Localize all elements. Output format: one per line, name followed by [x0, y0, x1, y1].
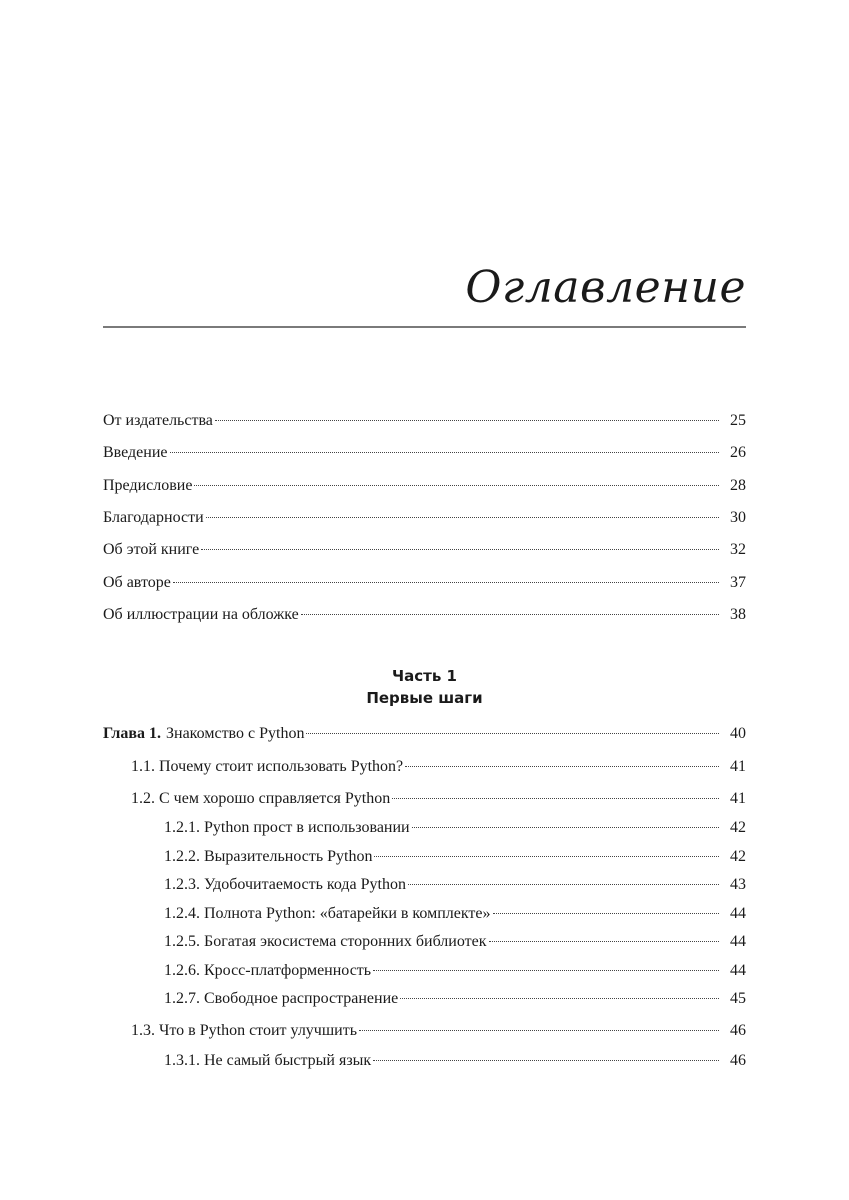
toc-subsection-entry[interactable] — [164, 819, 746, 843]
toc-entry-page: 32 — [730, 541, 746, 558]
chapter-prefix: Глава 1. — [103, 725, 161, 742]
toc-entry-page: 46 — [730, 1052, 746, 1069]
toc-entry-title: 1.2.5. Богатая экосистема сторонних библиотек — [164, 933, 487, 950]
toc-subsection-entry[interactable] — [164, 990, 746, 1014]
toc-subsection-entry[interactable] — [164, 933, 746, 957]
dot-leader — [412, 827, 719, 828]
toc-entry-page: 44 — [730, 962, 746, 979]
dot-leader — [206, 517, 719, 518]
toc-entry-title: Благодарности — [103, 509, 204, 526]
dot-leader — [201, 549, 719, 550]
dot-leader — [493, 913, 719, 914]
toc-entry-title: 1.2.1. Python прост в использовании — [164, 819, 410, 836]
toc-section-entry[interactable] — [131, 1022, 746, 1046]
toc-subsection-entry[interactable] — [164, 848, 746, 872]
toc-entry-title: 1.2.4. Полнота Python: «батарейки в комплекте» — [164, 905, 491, 922]
toc-entry-title: Об авторе — [103, 574, 171, 591]
toc-entry-page: 42 — [730, 848, 746, 865]
toc-entry-title: Знакомство с Python — [166, 725, 305, 742]
toc-section-entry[interactable] — [131, 758, 746, 782]
toc-entry-title: Об иллюстрации на обложке — [103, 606, 299, 623]
toc-entry-page: 26 — [730, 444, 746, 461]
dot-leader — [194, 485, 719, 486]
dot-leader — [400, 998, 719, 999]
toc-subsection-entry[interactable] — [164, 905, 746, 929]
toc-chapter-entry[interactable] — [103, 725, 746, 749]
dot-leader — [170, 452, 720, 453]
toc-entry[interactable] — [103, 412, 746, 436]
toc-entry-page: 42 — [730, 819, 746, 836]
toc-entry-page: 41 — [730, 790, 746, 807]
toc-entry-title: 1.3.1. Не самый быстрый язык — [164, 1052, 372, 1069]
dot-leader — [301, 614, 719, 615]
toc-entry-page: 38 — [730, 606, 746, 623]
dot-leader — [173, 582, 719, 583]
part-number: Часть 1 — [392, 667, 457, 685]
toc-entry-title: 1.2.2. Выразительность Python — [164, 848, 373, 865]
toc-entry[interactable] — [103, 477, 746, 501]
dot-leader — [374, 856, 719, 857]
toc-entry-title: Введение — [103, 444, 168, 461]
toc-entry-title: Предисловие — [103, 477, 193, 494]
toc-entry-title: 1.1. Почему стоит использовать Python? — [131, 758, 404, 775]
dot-leader — [489, 941, 719, 942]
toc-entry-title: 1.2.3. Удобочитаемость кода Python — [164, 876, 406, 893]
title-divider — [103, 326, 746, 328]
toc-entry-page: 43 — [730, 876, 746, 893]
toc-entry[interactable] — [103, 541, 746, 565]
toc-entry[interactable] — [103, 574, 746, 598]
toc-section-entry[interactable] — [131, 790, 746, 814]
toc-entry-title: Об этой книге — [103, 541, 200, 558]
toc-entry-page: 25 — [730, 412, 746, 429]
toc-subsection-entry[interactable] — [164, 876, 746, 900]
part-title: Первые шаги — [366, 689, 483, 707]
toc-subsection-entry[interactable] — [164, 1052, 746, 1076]
dot-leader — [373, 1060, 719, 1061]
toc-entry-page: 30 — [730, 509, 746, 526]
toc-entry[interactable] — [103, 444, 746, 468]
dot-leader — [405, 766, 719, 767]
toc-entry-title: 1.2.6. Кросс-платформенность — [164, 962, 372, 979]
toc-entry-page: 37 — [730, 574, 746, 591]
dot-leader — [408, 884, 719, 885]
toc-entry[interactable] — [103, 606, 746, 630]
toc-entry-page: 44 — [730, 905, 746, 922]
dot-leader — [392, 798, 719, 799]
toc-entry-page: 41 — [730, 758, 746, 775]
toc-entry-page: 40 — [730, 725, 746, 742]
toc-entry[interactable] — [103, 509, 746, 533]
toc-entry-title: 1.2.7. Свободное распространение — [164, 990, 399, 1007]
toc-subsection-entry[interactable] — [164, 962, 746, 986]
page-title: Оглавление — [465, 262, 746, 313]
toc-entry-page: 44 — [730, 933, 746, 950]
toc-entry-title: 1.3. Что в Python стоит улучшить — [131, 1022, 358, 1039]
toc-entry-page: 28 — [730, 477, 746, 494]
dot-leader — [306, 733, 719, 734]
dot-leader — [215, 420, 719, 421]
dot-leader — [373, 970, 719, 971]
toc-entry-page: 46 — [730, 1022, 746, 1039]
toc-entry-title: 1.2. С чем хорошо справляется Python — [131, 790, 391, 807]
toc-entry-page: 45 — [730, 990, 746, 1007]
toc-entry-title: От издательства — [103, 412, 213, 429]
dot-leader — [359, 1030, 719, 1031]
